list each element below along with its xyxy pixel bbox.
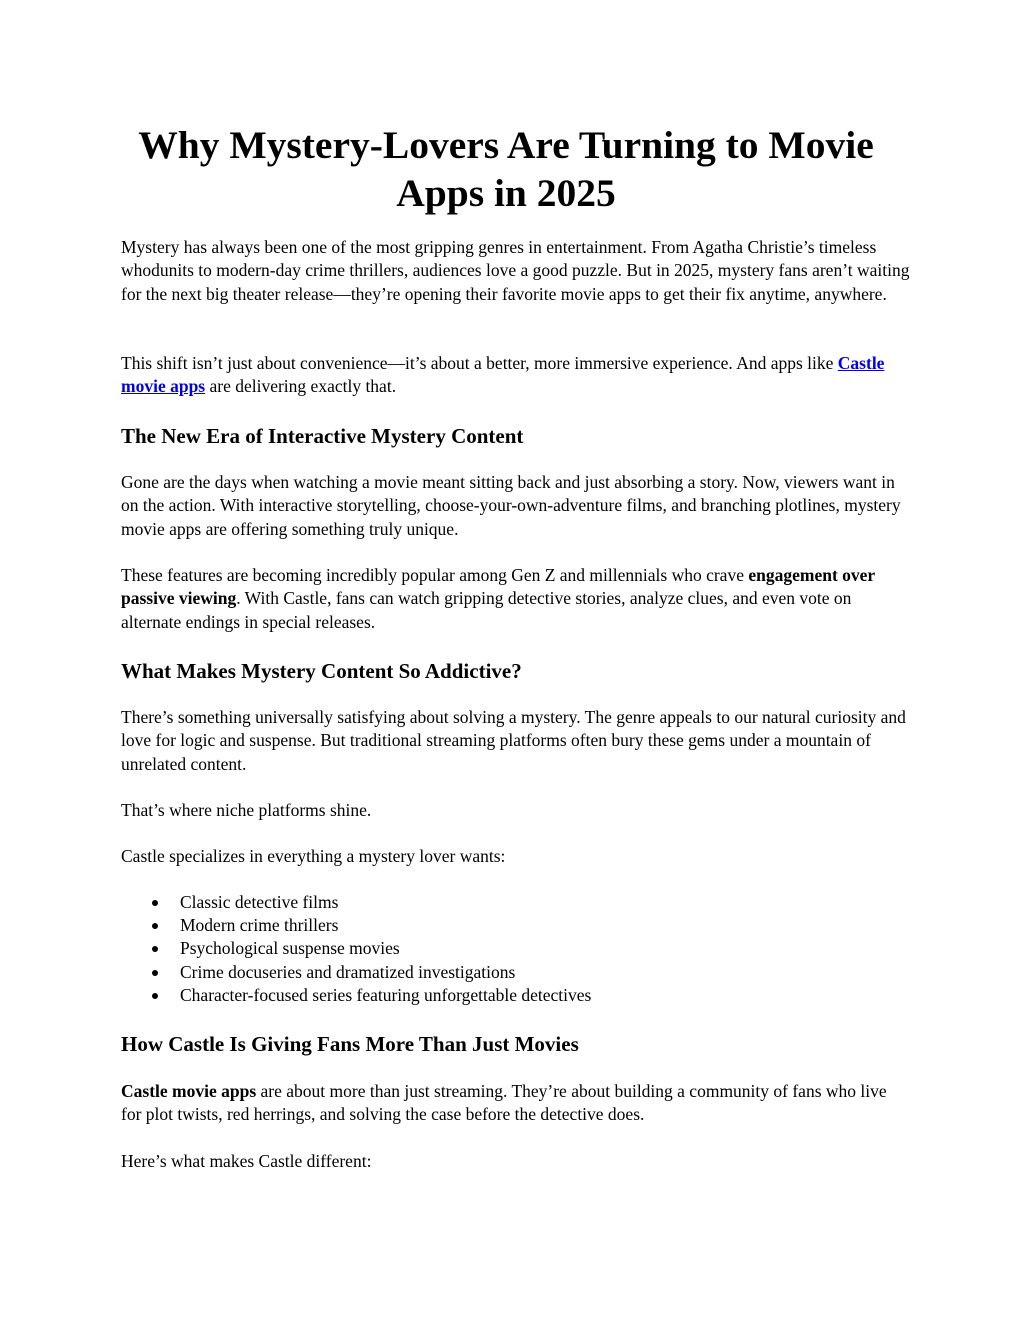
bullet-icon — [152, 946, 158, 952]
section3-paragraph-1 — [121, 1080, 911, 1127]
section2-paragraph-3: Castle specializes in everything a mystery lover wants: — [121, 846, 506, 866]
bullet-icon — [152, 900, 158, 906]
list-item-text: Crime docuseries and dramatized investigations — [180, 961, 516, 982]
section1-paragraph-1: Gone are the days when watching a movie meant sitting back and just absorbing a story. Now, viewers want in on the action. With interactive storytelling, choose-your-own-adventure films, and branching plotlines, mystery movie apps are offering something truly unique. — [121, 472, 901, 539]
list-item — [121, 937, 591, 960]
engagement-emphasis: engagement over passive viewing — [121, 565, 875, 609]
list-item — [121, 914, 591, 937]
bullet-icon — [152, 923, 158, 929]
castle-movie-apps-emphasis: Castle movie apps — [121, 1081, 257, 1101]
list-item-text: Psychological suspense movies — [180, 938, 400, 959]
bullet-icon — [152, 970, 158, 976]
section3-paragraph-1-text: are about more than just streaming. They’re about building a community of fans who live for plot twists, red herrings, and solving the case before the detective does. — [121, 1081, 887, 1125]
list-item — [121, 891, 591, 914]
section3-paragraph-2: Here’s what makes Castle different: — [121, 1151, 372, 1171]
list-item-text: Character-focused series featuring unforgettable detectives — [180, 984, 592, 1005]
section1-paragraph-2-text-end: . With Castle, fans can watch gripping detective stories, analyze clues, and even vote on alternate endings in special releases. — [121, 588, 852, 632]
bullet-icon — [152, 993, 158, 999]
list-item — [121, 961, 591, 984]
section1-paragraph-2 — [121, 564, 911, 634]
genre-bullet-list — [121, 891, 591, 1007]
intro-paragraph-2-text-start: This shift isn’t just about convenience—it’s about a better, more immersive experience. And apps like — [121, 353, 838, 373]
castle-movie-apps-link[interactable]: Castle movie apps — [121, 353, 885, 397]
section2-paragraph-1: There’s something universally satisfying about solving a mystery. The genre appeals to our natural curiosity and love for logic and suspense. But traditional streaming platforms often bury these gems under a mountain of unrelated content. — [121, 707, 906, 774]
section1-paragraph-2-text-start: These features are becoming incredibly popular among Gen Z and millennials who crave — [121, 565, 749, 585]
document-title: Why Mystery-Lovers Are Turning to Movie Apps in 2025 — [138, 123, 874, 215]
list-item — [121, 984, 591, 1007]
list-item-text: Classic detective films — [180, 892, 339, 912]
section2-paragraph-2: That’s where niche platforms shine. — [121, 800, 372, 820]
intro-paragraph-2 — [121, 352, 911, 399]
intro-paragraph-2-text-end: are delivering exactly that. — [205, 376, 397, 397]
section-heading-interactive-mystery: The New Era of Interactive Mystery Content — [121, 424, 524, 448]
section-heading-castle-more: How Castle Is Giving Fans More Than Just Movies — [121, 1032, 579, 1056]
section-heading-addictive: What Makes Mystery Content So Addictive? — [121, 659, 522, 683]
intro-paragraph-1: Mystery has always been one of the most gripping genres in entertainment. From Agatha Christie’s timeless whodunits to modern-day crime thrillers, audiences love a good puzzle. But in 2025, mystery fans aren’t waiting for the next big theater release—they’re opening their favorite movie apps to get their fix anytime, anywhere. — [121, 237, 910, 304]
list-item-text: Modern crime thrillers — [180, 915, 339, 936]
